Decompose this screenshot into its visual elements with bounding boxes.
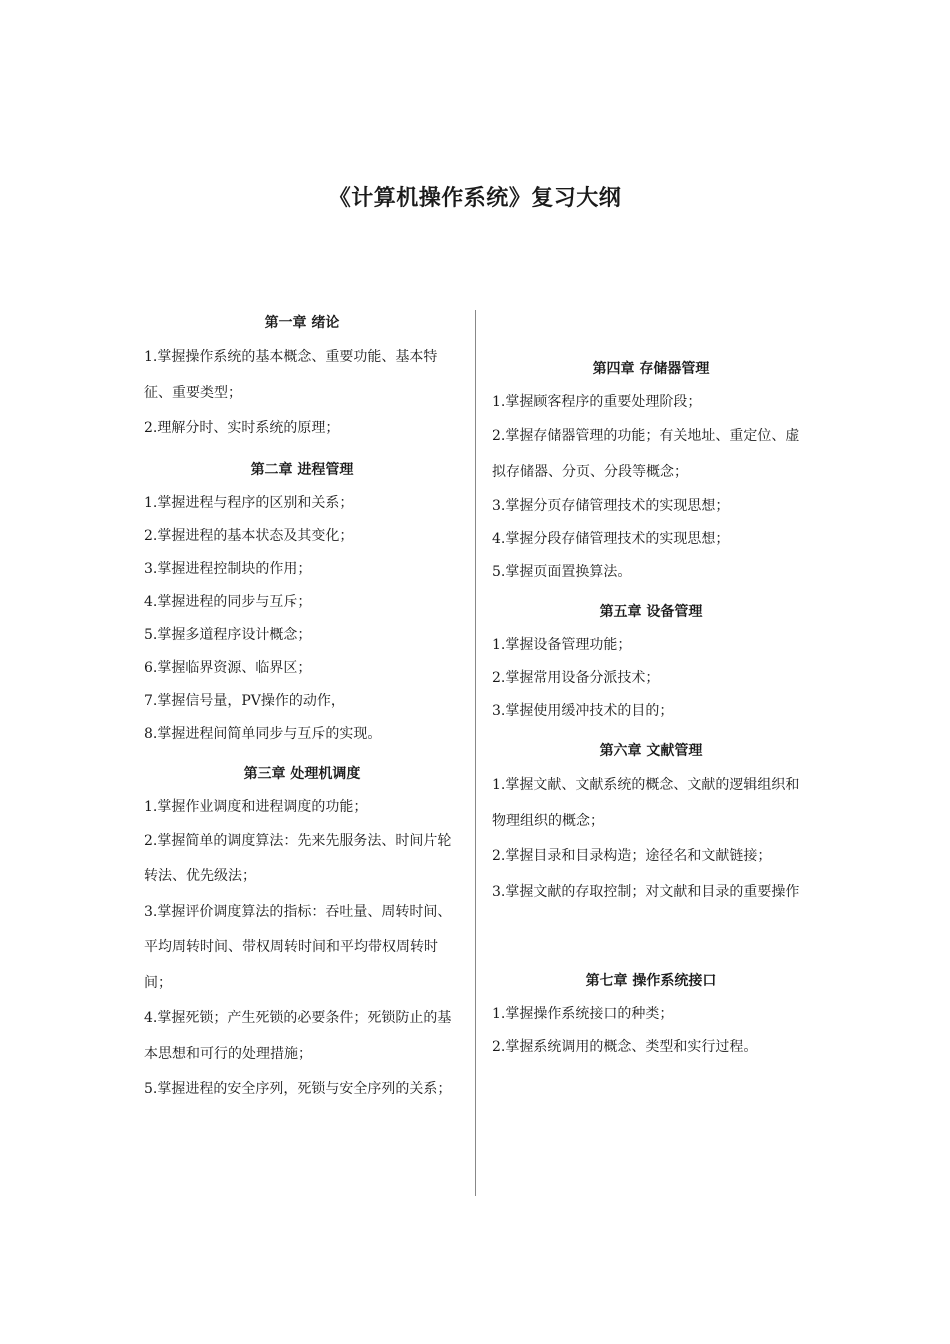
chapter-2 (144, 453, 460, 751)
outline-item: 4.掌握死锁；产生死锁的必要条件；死锁防止的基本思想和可行的处理措施； (144, 1010, 452, 1062)
outline-item: 2.掌握存储器管理的功能；有关地址、重定位、虚拟存储器、分页、分段等概念； (492, 428, 800, 480)
chapter-items (144, 487, 460, 751)
outline-item: 2.理解分时、实时系统的原理； (144, 420, 340, 436)
chapter-heading: 第六章 文献管理 (599, 743, 703, 759)
chapter-heading: 第七章 操作系统接口 (585, 973, 717, 989)
chapter-heading: 第四章 存储器管理 (592, 361, 710, 377)
chapter-1 (144, 306, 460, 447)
outline-item: 1.掌握文献、文献系统的概念、文献的逻辑组织和物理组织的概念； (492, 777, 800, 829)
outline-item: 2.掌握常用设备分派技术； (492, 670, 660, 686)
chapter-heading: 第三章 处理机调度 (243, 765, 361, 782)
outline-item: 6.掌握临界资源、临界区； (144, 659, 312, 676)
outline-item: 2.掌握进程的基本状态及其变化； (144, 527, 354, 544)
outline-item: 5.掌握多道程序设计概念； (144, 626, 312, 643)
column-divider (475, 310, 476, 1196)
outline-item: 2.掌握系统调用的概念、类型和实行过程。 (492, 1039, 758, 1055)
outline-item: 2.掌握简单的调度算法：先来先服务法、时间片轮转法、优先级法； (144, 832, 452, 884)
outline-item: 4.掌握进程的同步与互斥； (144, 593, 312, 610)
chapter-5 (492, 595, 810, 728)
outline-item: 5.掌握进程的安全序列，死锁与安全序列的关系； (144, 1081, 452, 1097)
outline-item: 3.掌握文献的存取控制；对文献和目录的重要操作 (492, 883, 800, 900)
chapter-heading: 第一章 绪论 (264, 315, 340, 331)
outline-item: 4.掌握分段存储管理技术的实现思想； (492, 531, 730, 547)
outline-item: 3.掌握进程控制块的作用； (144, 560, 312, 577)
section-spacer (492, 916, 810, 964)
chapter-items (144, 791, 460, 1108)
outline-item: 3.掌握评价调度算法的指标：吞吐量、周转时间、平均周转时间、带权周转时间和平均带权周转时间； (144, 903, 452, 991)
outline-item: 1.掌握操作系统的基本概念、重要功能、基本特征、重要类型； (144, 349, 438, 401)
outline-item: 8.掌握进程间简单同步与互斥的实现。 (144, 725, 382, 742)
chapter-items (492, 768, 810, 910)
chapter-6 (492, 734, 810, 910)
chapter-items (492, 998, 810, 1064)
outline-item: 1.掌握设备管理功能； (492, 637, 632, 653)
chapter-items (492, 386, 810, 589)
chapter-3 (144, 757, 460, 1108)
outline-item: 5.掌握页面置换算法。 (492, 564, 632, 580)
outline-item: 7.掌握信号量，PV操作的动作， (144, 692, 345, 709)
page-title: 《计算机操作系统》复习大纲 (328, 186, 622, 211)
chapter-heading: 第二章 进程管理 (250, 461, 354, 478)
right-column (492, 352, 810, 1070)
outline-item: 2.掌握目录和目录构造；途径名和文献链接； (492, 848, 772, 864)
outline-item: 1.掌握作业调度和进程调度的功能； (144, 798, 368, 815)
chapter-items (492, 629, 810, 728)
outline-item: 1.掌握进程与程序的区别和关系； (144, 494, 354, 511)
chapter-4 (492, 352, 810, 589)
outline-item: 1.掌握操作系统接口的种类； (492, 1006, 674, 1022)
chapter-items (144, 340, 460, 447)
chapter-heading: 第五章 设备管理 (599, 604, 703, 620)
outline-item: 3.掌握使用缓冲技术的目的； (492, 703, 674, 719)
left-column (144, 306, 460, 1114)
outline-item: 1.掌握顾客程序的重要处理阶段； (492, 394, 702, 410)
outline-item: 3.掌握分页存储管理技术的实现思想； (492, 498, 730, 514)
chapter-7 (492, 964, 810, 1064)
